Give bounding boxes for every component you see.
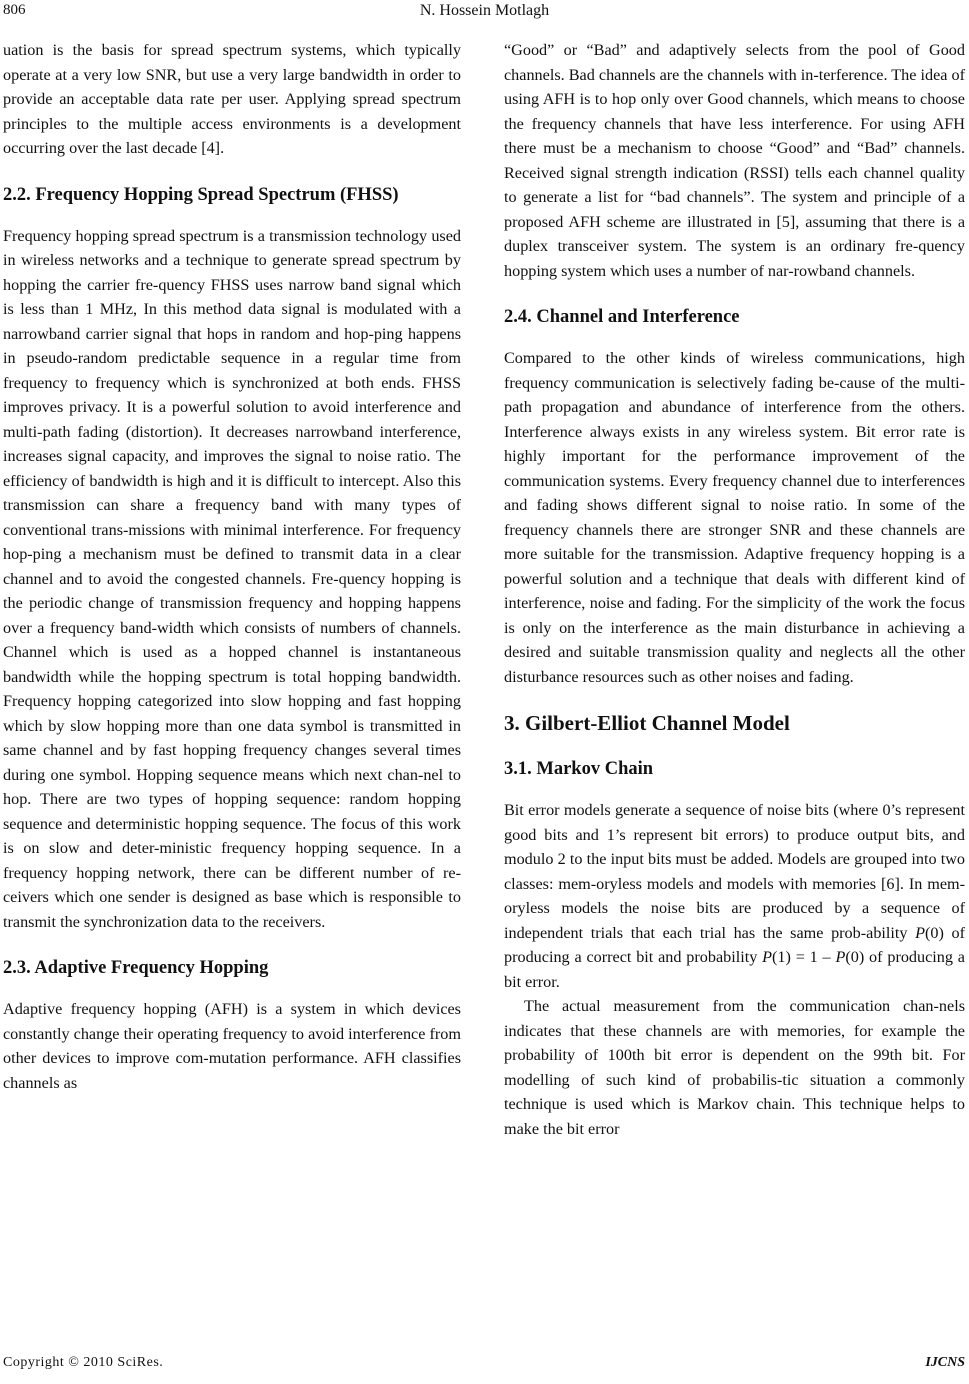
text-run: (0) of producing a bit error. xyxy=(504,948,965,991)
heading-3: 3. Gilbert-Elliot Channel Model xyxy=(504,711,790,735)
heading-2-3: 2.3. Adaptive Frequency Hopping xyxy=(3,958,269,978)
probability-symbol: P xyxy=(915,923,926,942)
paragraph-2-2: Frequency hopping spread spectrum is a transmission technology used in wireless networks and a technique to generate spread spectrum by hopping the carrier fre-quency FHSS uses narrow band signal which is less than 1 MHz, In this method data signal is modulated with a narrowband carrier signal that hops in random and hop-ping happens in pseudo-random predictable sequence in a regular time from frequency to frequency which is synchronized at both ends. FHSS improves privacy. It is a powerful solution to avoid interference and multi-path fading (distortion). It decreases narrowband interference, increases signal capacity, and improves the signal to noise ratio. The efficiency of bandwidth is high and it is difficult to intercept. Also this transmission can share a frequency band with many types of conventional trans-missions with minimal interference. For frequency hop-ping a mechanism must be defined to transmit data in a clear channel and to avoid the congested channels. Fre-quency hopping is the periodic change of transmission frequency and hopping happens over a frequency band-width which consists of numbers of channels. Channel which is used as a hopped channel is instantaneous bandwidth while the hopping spectrum is total hopping bandwidth. Frequency hopping categorized into slow hopping and fast hopping which by slow hopping more than one data symbol is transmitted in same channel and by fast hopping frequency changes several times during one symbol. Hopping sequence means which next chan-nel to hop. There are two types of hopping sequence: random hopping sequence and deterministic hopping sequence. The focus of this work is on slow and deter-ministic frequency hopping sequence. In a frequency hopping network, there can be different number of re-ceivers which one sender is designed as base which is responsible to transmit the synchronization data to the receivers. xyxy=(3,226,461,931)
page-number: 806 xyxy=(3,2,26,18)
paragraph-3-1-a xyxy=(504,798,965,994)
paragraph-2-3-continued: “Good” or “Bad” and adaptively selects from the pool of Good channels. Bad channels are the channels with in-terference. The idea of using AFH is to hop only over Good channels, which means to choose the frequency channels that have less interference. For using AFH there must be a mechanism to choose “Good” and “Bad” channels. Received signal strength indication (RSSI) tells each channel quality to generate a list for “bad channels”. The system and principle of a proposed AFH scheme are illustrated in [5], assuming that there is a duplex transceiver system. The system is an ordinary fre-quency hopping system which uses a number of nar-rowband channels. xyxy=(504,41,965,280)
heading-2-2: 2.2. Frequency Hopping Spread Spectrum (FHSS) xyxy=(3,184,399,205)
paragraph-intro: uation is the basis for spread spectrum systems, which typically operate at a very low SNR, but use a very large bandwidth in order to provide an acceptable data rate per user. Applying spread spectrum principles to the multiple access environments is a development occurring over the last decade [4]. xyxy=(3,41,461,157)
page-header xyxy=(0,0,969,26)
paragraph-3-1-b: The actual measurement from the communication chan-nels indicates that these channels are with memories, for example the probability of 100th bit error is dependent on the 99th bit. For modelling of such kind of probabilis-tic situation a commonly technique is used which is Markov chain. This technique helps to make the bit error xyxy=(504,997,965,1138)
left-column xyxy=(3,38,461,1095)
heading-3-1: 3.1. Markov Chain xyxy=(504,759,654,779)
paragraph-2-4: Compared to the other kinds of wireless communications, high frequency communication is selectively fading be-cause of the multi-path propagation and abundance of interference from the others. Interference always exists in any wireless system. Bit error rate is highly important for the performance improvement of the communication systems. Every frequency channel due to interferences and fading shows different signal to noise ratio. In some of the frequency channels there are stronger SNR and these channels are more suitable for the transmission. Adaptive frequency hopping is a powerful solution and a technique that deals with different kind of interference, noise and fading. For the simplicity of the work the focus is only on the interference as the main disturbance in achieving a desired and suitable transmission quality and neglects all the other disturbance resources such as other noises and fading. xyxy=(504,349,965,686)
journal-name: IJCNS xyxy=(925,1355,965,1370)
text-run: (1) = 1 – xyxy=(772,948,836,966)
probability-symbol: P xyxy=(762,948,773,966)
paragraph-2-3: Adaptive frequency hopping (AFH) is a system in which devices constantly change their operating frequency to avoid interference from other devices to improve com-mutation performance. AFH classifies channels as xyxy=(3,1000,461,1092)
right-column xyxy=(504,38,965,1141)
text-run: Bit error models generate a sequence of noise bits (where 0’s represent good bits and 1’s represent bit errors) to produce output bits, and modulo 2 to the input bits must be added. Models are grouped into two classes: mem-oryless models and models with memories [6]. In mem-oryless models the noise bits are produced by a sequence of independent trials that each trial has the same prob-ability xyxy=(504,801,965,942)
copyright: Copyright © 2010 SciRes. xyxy=(3,1355,164,1370)
running-head: N. Hossein Motlagh xyxy=(419,2,550,19)
heading-2-4: 2.4. Channel and Interference xyxy=(504,307,740,327)
text-run: (0) of producing a correct bit and probability xyxy=(504,923,965,966)
probability-symbol: P xyxy=(835,948,846,966)
